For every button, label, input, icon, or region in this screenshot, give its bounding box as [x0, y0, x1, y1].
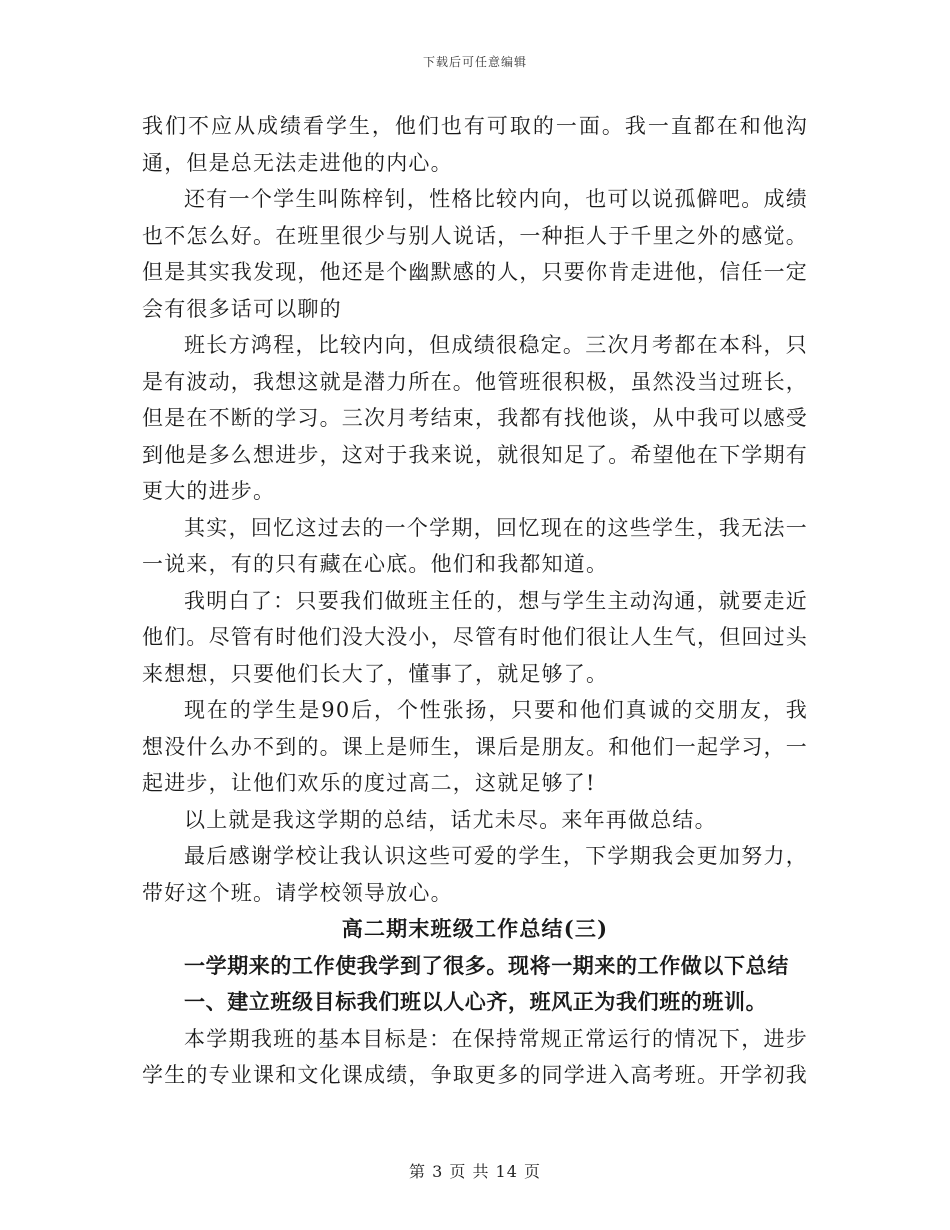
document-body — [142, 108, 808, 1094]
bold-heading-line: 一、建立班级目标我们班以人心齐，班风正为我们班的班训。 — [184, 989, 768, 1014]
paragraph: 我明白了：只要我们做班主任的，想与学生主动沟通，就要走近他们。尽管有时他们没大没小，尽管有时他们很让人生气，但回过头来想想，只要他们长大了，懂事了，就足够了。 — [142, 588, 808, 686]
paragraph: 以上就是我这学期的总结，话尤未尽。来年再做总结。 — [184, 807, 717, 832]
page-footer: 第 3 页 共 14 页 — [409, 1162, 541, 1181]
page-header: 下载后可任意编辑 — [422, 55, 527, 69]
paragraph: 班长方鸿程，比较内向，但成绩很稳定。三次月考都在本科，只是有波动，我想这就是潜力所在。他管班很积极，虽然没当过班长，但是在不断的学习。三次月考结束，我都有找他谈，从中我可以感受到他是多么想进步，这对于我来说，就很知足了。希望他在下学期有更大的进步。 — [142, 333, 808, 503]
section-title: 高二期末班级工作总结(三) — [341, 916, 609, 941]
paragraph: 本学期我班的基本目标是：在保持常规正常运行的情况下，进步学生的专业课和文化课成绩，争取更多的同学进入高考班。开学初我 — [142, 1026, 808, 1087]
paragraph: 其实，回忆这过去的一个学期，回忆现在的这些学生，我无法一一说来，有的只有藏在心底。他们和我都知道。 — [142, 515, 808, 576]
paragraph: 现在的学生是90后，个性张扬，只要和他们真诚的交朋友，我想没什么办不到的。课上是师生，课后是朋友。和他们一起学习，一起进步，让他们欢乐的度过高二，这就足够了! — [142, 698, 808, 795]
paragraph: 我们不应从成绩看学生，他们也有可取的一面。我一直都在和他沟通，但是总无法走进他的内心。 — [142, 114, 808, 175]
paragraph: 最后感谢学校让我认识这些可爱的学生，下学期我会更加努力，带好这个班。请学校领导放心。 — [142, 844, 808, 905]
bold-summary-line: 一学期来的工作使我学到了很多。现将一期来的工作做以下总结 — [184, 952, 789, 978]
paragraph: 还有一个学生叫陈梓钊，性格比较内向，也可以说孤僻吧。成绩也不怎么好。在班里很少与别人说话，一种拒人于千里之外的感觉。但是其实我发现，他还是个幽默感的人，只要你肯走进他，信任一定会有很多话可以聊的 — [142, 187, 808, 321]
